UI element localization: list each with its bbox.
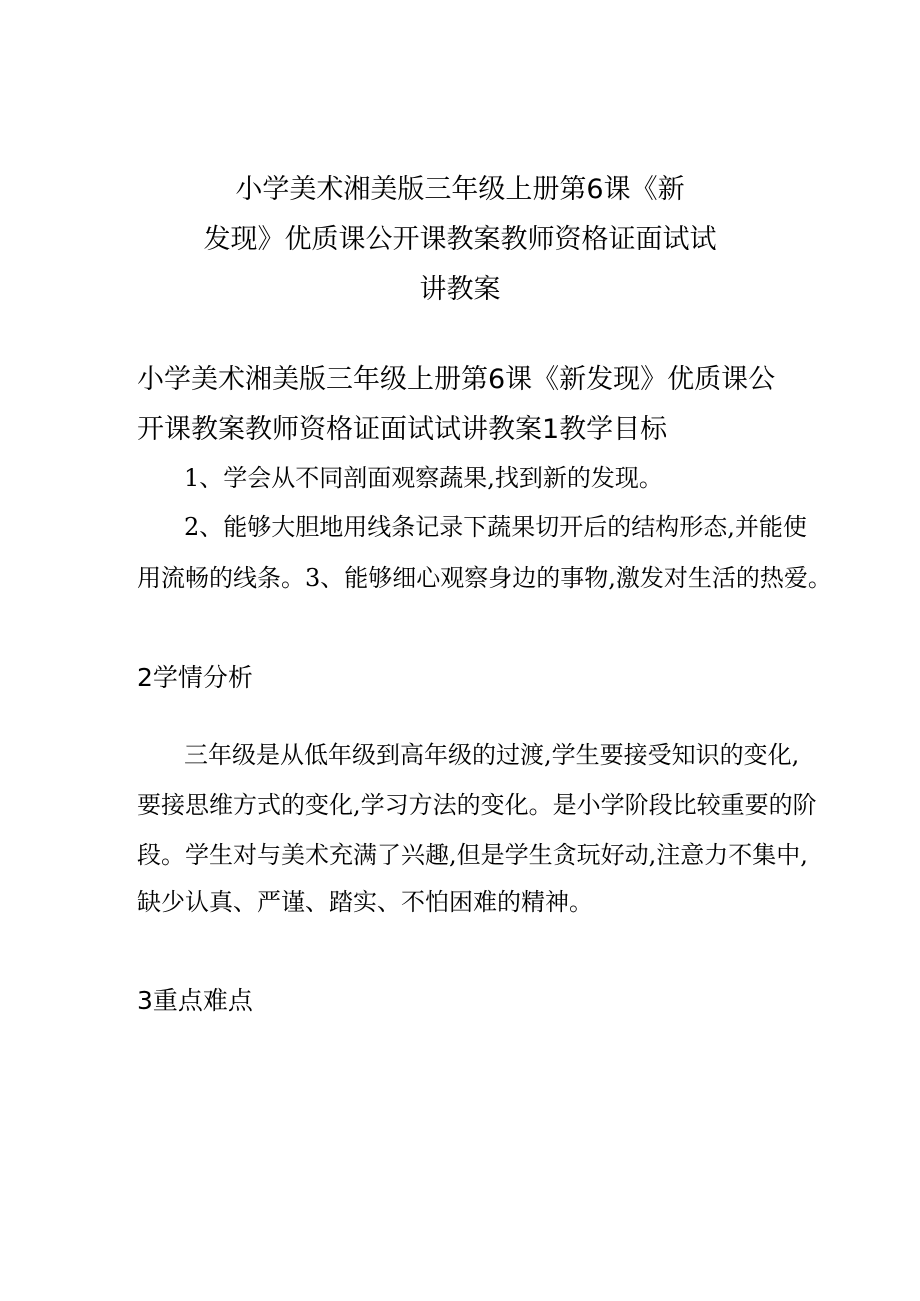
- section-2-paragraph-line-1: 三年级是从低年级到高年级的过渡,学生要接受知识的变化,: [184, 741, 800, 769]
- objective-2-continued: 用流畅的线条。3、能够细心观察身边的事物,激发对生活的热爱。: [137, 564, 832, 592]
- heading-line-1: 小学美术湘美版三年级上册第6课《新发现》优质课公: [137, 364, 776, 395]
- document-title-line-3: 讲教案: [419, 274, 501, 305]
- section-2-heading: 2学情分析: [137, 663, 253, 692]
- objective-1: 1、学会从不同剖面观察蔬果,找到新的发现。: [184, 464, 663, 492]
- document-title-line-1: 小学美术湘美版三年级上册第6课《新: [235, 174, 685, 205]
- section-3-heading: 3重点难点: [137, 986, 253, 1015]
- objective-2: 2、能够大胆地用线条记录下蔬果切开后的结构形态,并能使: [184, 513, 807, 541]
- section-2-paragraph-line-3: 段。学生对与美术充满了兴趣,但是学生贪玩好动,注意力不集中,: [137, 841, 808, 869]
- section-2-paragraph-line-2: 要接思维方式的变化,学习方法的变化。是小学阶段比较重要的阶: [137, 791, 817, 819]
- section-2-paragraph-line-4: 缺少认真、严谨、踏实、不怕困难的精神。: [137, 888, 593, 916]
- heading-line-2: 开课教案教师资格证面试试讲教案1教学目标: [137, 414, 668, 445]
- document-title-line-2: 发现》优质课公开课教案教师资格证面试试: [203, 224, 717, 255]
